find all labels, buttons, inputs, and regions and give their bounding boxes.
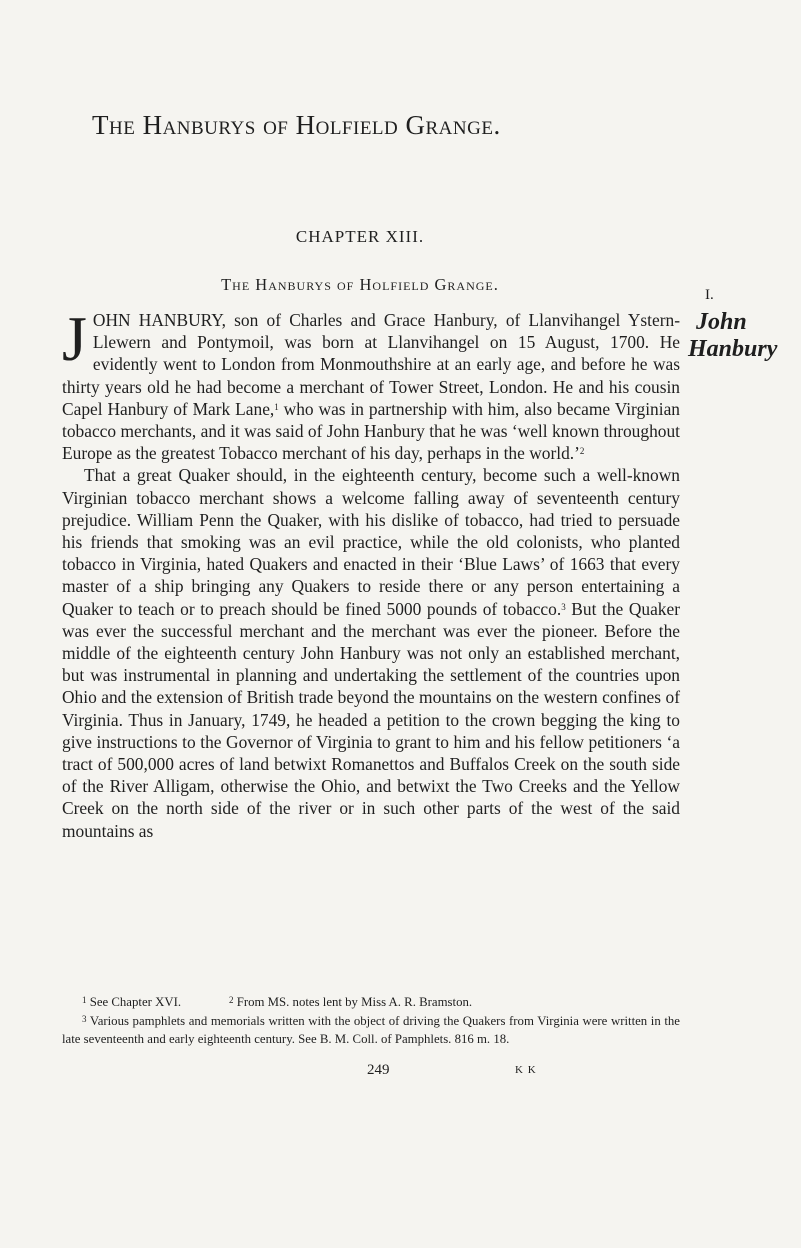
footnote-num: 3 [82, 1013, 87, 1024]
footnote-ref: 3 [561, 601, 566, 612]
marginal-note-line: Hanbury [688, 336, 778, 362]
footnotes [62, 993, 680, 1049]
paragraph [62, 464, 680, 841]
marginal-note-line: John [696, 309, 747, 335]
drop-cap: J [62, 303, 87, 374]
footnote-num: 2 [229, 995, 234, 1005]
footnote-text: From MS. notes lent by Miss A. R. Bramston. [233, 995, 473, 1009]
text-run: who was in partnership with him, also became Virginian tobacco merchants, and it was said of John Hanbury that he was ‘well known throughout Europe as the greatest Tobacco merchant of his day, perhaps in the world.’ [62, 398, 680, 464]
footnote-ref: 1 [274, 401, 279, 412]
footnote-text: Various pamphlets and memorials written with the object of driving the Quakers from Virginia were written in the late seventeenth and early eighteenth century. See B. M. Coll. of Pamphlets. 816 m. 18. [62, 1013, 680, 1046]
running-head: The Hanburys of Holfield Grange. [92, 110, 501, 140]
signature-mark: K K [515, 1064, 537, 1076]
marginal-note [688, 309, 798, 363]
text-run: That a great Quaker should, in the eighteenth century, become such a well-known Virginian tobacco merchant shows a welcome falling away of seventeenth century prejudice. William Penn the Quaker, with his dislike of tobacco, had tried to persuade his friends that smoking was an evil practice, while the old colonists, who planted tobacco in Virginia, hated Quakers and enacted in their ‘Blue Laws’ of 1663 that every master of a ship bringing any Quakers to reside there or any person entertaining a Quaker to teach or to preach should be fined 5000 pounds of tobacco. [62, 465, 680, 619]
paragraph [62, 303, 680, 464]
text-run: But the Quaker was ever the successful merchant and the merchant was ever the pioneer. Before the middle of the eighteenth century John Hanbury was not only an established merchant, but was instrumental in planning and undertaking the settlement of the countries upon Ohio and the extension of British trade beyond the mountains on the western confines of Virginia. Thus in January, 1749, he headed a petition to the crown begging the king to give instructions to the Governor of Virginia to grant to him and his fellow petitioners ‘a tract of 500,000 acres of land betwixt Romanettos and Buffalos Creek on the south side of the River Alligam, otherwise the Ohio, and betwixt the Two Creeks and the Yellow Creek on the north side of the river or in such other parts of the west of the said mountains as [62, 598, 681, 841]
footnote [62, 993, 680, 1012]
footnote-num: 1 [82, 995, 87, 1005]
text-run: OHN HANBURY, [92, 310, 226, 330]
chapter-title: CHAPTER XIII. [295, 227, 425, 246]
body-text [62, 303, 681, 842]
section-title: The Hanburys of Holfield Grange. [221, 275, 499, 294]
page-number: 249 [367, 1062, 390, 1078]
footnote-text: See Chapter XVI. [86, 995, 182, 1009]
footnote-ref: 2 [579, 446, 585, 457]
text-run: son of Charles and Grace Hanbury, of Llanvihangel Ystern-Llewern and Pontymoil, was born at Llanvihangel on 15 August, 1700. He evidently went to London from Monmouthshire at an early age, and before he was thirty years old he had become a merchant of Tower Street, London. He and his cousin Capel Hanbury of Mark Lane, [62, 310, 680, 419]
footnote [62, 1012, 680, 1049]
marginal-number: I. [705, 287, 714, 303]
